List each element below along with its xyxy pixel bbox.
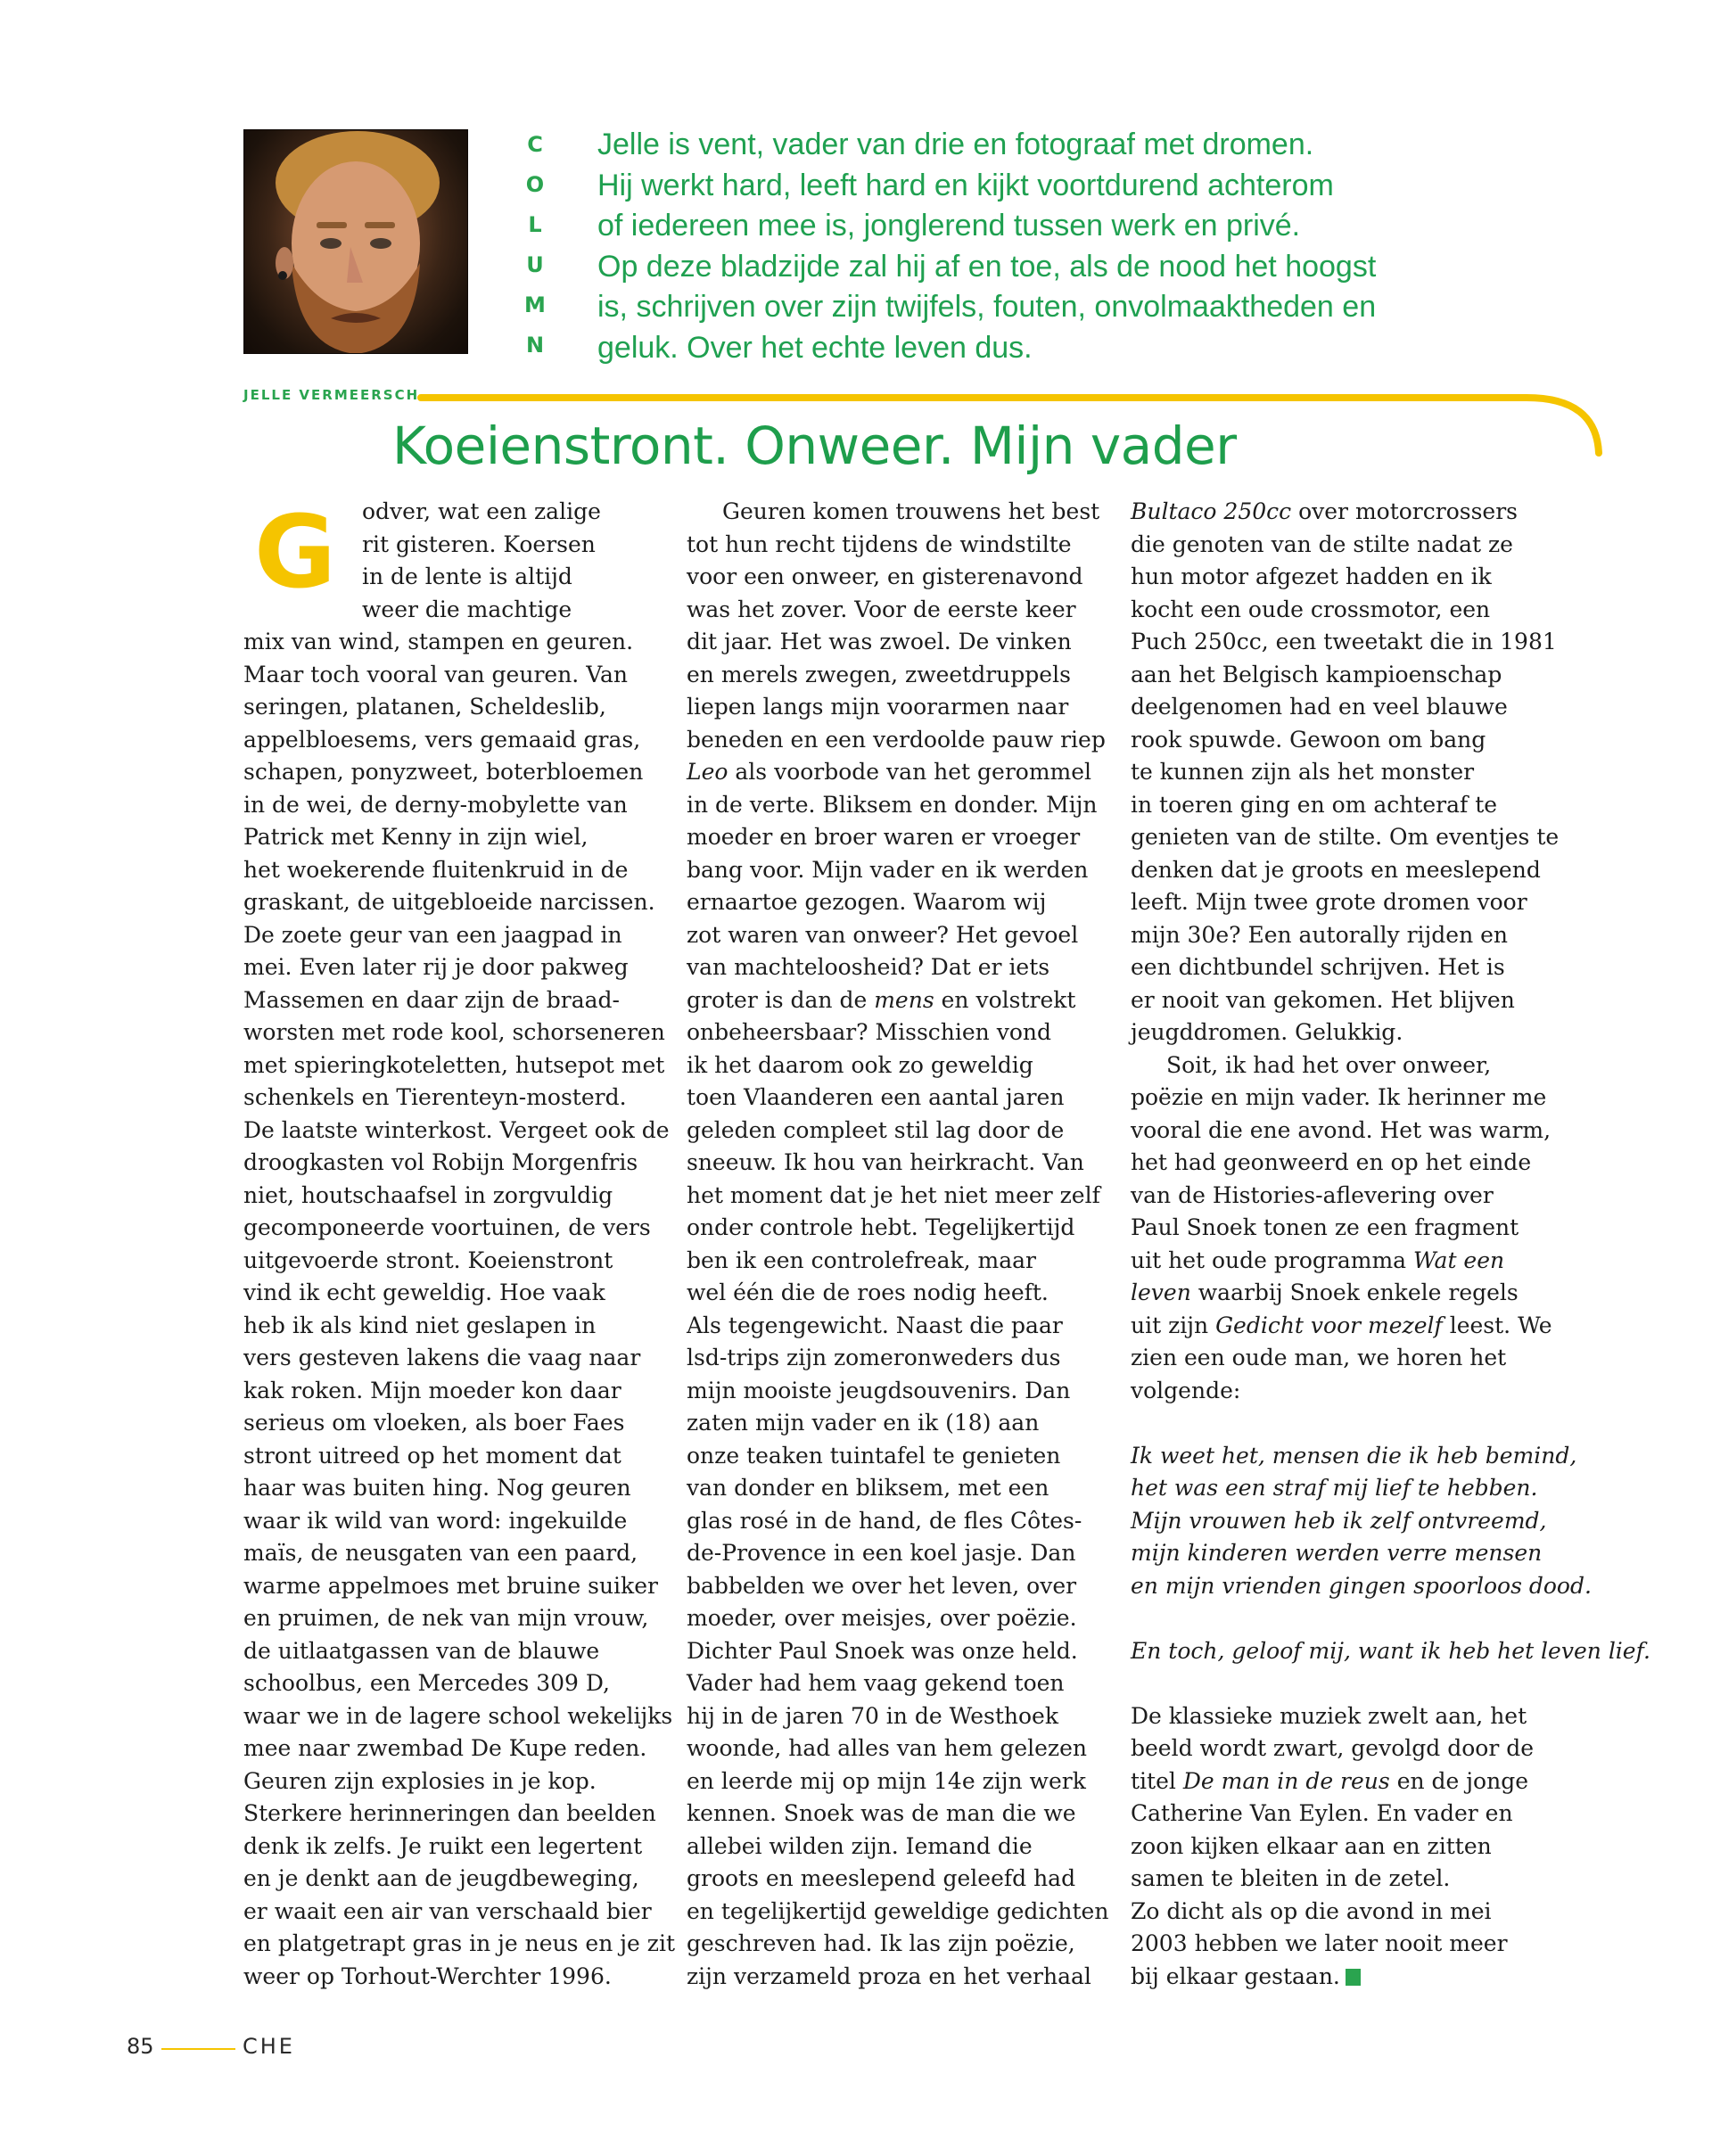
text-line: 2003 hebben we later nooit meer — [1131, 1930, 1508, 1956]
text-line: waar ik wild van word: ingekuilde — [243, 1507, 628, 1534]
text-line: Zo dicht als op die avond in mei — [1131, 1897, 1492, 1924]
text-line: woonde, had alles van hem gelezen — [687, 1735, 1087, 1761]
text-line: Leo als voorbode van het gerommel — [687, 759, 1092, 785]
column-label-letter: N — [525, 333, 545, 358]
text-line: Massemen en daar zijn de braad- — [243, 986, 620, 1013]
text-line: maïs, de neusgaten van een paard, — [243, 1540, 638, 1566]
text-line: van de Histories-aflevering over — [1131, 1181, 1494, 1208]
text-line: schapen, ponyzweet, boterbloemen — [243, 759, 644, 785]
text-line: mei. Even later rij je door pakweg — [243, 954, 629, 980]
italic-phrase: Bultaco 250cc — [1131, 498, 1292, 524]
text-line: serieus om vloeken, als boer Faes — [243, 1410, 625, 1436]
end-mark-icon — [1346, 1969, 1361, 1986]
text-line: moeder, over meisjes, over poëzie. — [687, 1605, 1077, 1631]
text-line: weer op Torhout-Werchter 1996. — [243, 1963, 612, 1989]
poem-line: Ik weet het, mensen die ik heb bemind, — [1131, 1442, 1577, 1469]
text-line: uit zijn Gedicht voor mezelf leest. We — [1131, 1312, 1552, 1338]
text-line: groots en meeslepend geleefd had — [687, 1865, 1076, 1891]
text-line: zoon kijken elkaar aan en zitten — [1131, 1832, 1492, 1859]
text-line: odver, wat een zalige — [362, 498, 601, 524]
text-line: rook spuwde. Gewoon om bang — [1131, 726, 1486, 753]
page-number: 85 — [127, 2034, 154, 2059]
text-line: babbelden we over het leven, over — [687, 1572, 1077, 1599]
text-line: Maar toch vooral van geuren. Van — [243, 661, 628, 687]
text-line: Paul Snoek tonen ze een fragment — [1131, 1214, 1519, 1240]
text-line: in de wei, de derny-mobylette van — [243, 791, 628, 818]
text-line: die genoten van de stilte nadat ze — [1131, 531, 1513, 557]
text-line: Geuren komen trouwens het best — [722, 498, 1100, 524]
text-line: Puch 250cc, een tweetakt die in 1981 — [1131, 629, 1557, 654]
text-line: een dichtbundel schrijven. Het is — [1131, 954, 1505, 980]
text-line: Soit, ik had het over onweer, — [1166, 1051, 1492, 1078]
text-line: allebei wilden zijn. Iemand die — [687, 1832, 1033, 1859]
blank-line — [1131, 1602, 1639, 1635]
intro-line: Jelle is vent, vader van drie en fotograaf met dromen. — [597, 128, 1314, 161]
text-line: volgende: — [1131, 1377, 1241, 1403]
text-line: titel De man in de reus en de jonge — [1131, 1767, 1528, 1794]
blank-line — [1131, 1667, 1639, 1700]
article-column-3 — [1131, 496, 1650, 1993]
text-line: het woekerende fluitenkruid in de — [243, 856, 629, 883]
drop-cap: G — [254, 495, 336, 611]
intro-line: is, schrijven over zijn twijfels, fouten, onvolmaaktheden en — [597, 290, 1377, 324]
text-line: kak roken. Mijn moeder kon daar — [243, 1377, 621, 1403]
text-line: Vader had hem vaag gekend toen — [687, 1670, 1065, 1696]
text-line: zaten mijn vader en ik (18) aan — [687, 1410, 1040, 1436]
italic-phrase: mens — [874, 986, 934, 1013]
text-line: jeugddromen. Gelukkig. — [1131, 1019, 1403, 1045]
text-line: zijn verzameld proza en het verhaal — [687, 1963, 1091, 1989]
poem-line: het was een straf mij lief te hebben. — [1131, 1475, 1538, 1501]
text-line: de uitlaatgassen van de blauwe — [243, 1637, 600, 1664]
text-line: sneeuw. Ik hou van heirkracht. Van — [687, 1149, 1084, 1175]
italic-phrase: leven — [1131, 1280, 1191, 1305]
text-line: appelbloesems, vers gemaaid gras, — [243, 726, 641, 753]
text-line: graskant, de uitgebloeide narcissen. — [243, 889, 655, 915]
author-name: JELLE VERMEERSCH — [243, 387, 420, 403]
text-line: heb ik als kind niet geslapen in — [243, 1312, 597, 1338]
text-line: beneden en een verdoolde pauw riep — [687, 726, 1106, 753]
text-line: vind ik echt geweldig. Hoe vaak — [243, 1280, 605, 1305]
text-line: Sterkere herinneringen dan beelden — [243, 1800, 656, 1826]
text-line: kennen. Snoek was de man die we — [687, 1800, 1076, 1826]
text-line: en je denkt aan de jeugdbeweging, — [243, 1865, 639, 1891]
text-line: mijn mooiste jeugdsouvenirs. Dan — [687, 1377, 1071, 1403]
text-line: Bultaco 250cc over motorcrossers — [1131, 498, 1518, 524]
text-line: geleden compleet stil lag door de — [687, 1116, 1065, 1143]
intro-line: Hij werkt hard, leeft hard en kijkt voortdurend achterom — [597, 168, 1334, 202]
text-line: onbeheersbaar? Misschien vond — [687, 1019, 1052, 1045]
text-line: Dichter Paul Snoek was onze held. — [687, 1637, 1078, 1664]
text-line: seringen, platanen, Scheldeslib, — [243, 694, 606, 720]
text-line: schenkels en Tierenteyn-mosterd. — [243, 1084, 627, 1110]
text-line: niet, houtschaafsel in zorgvuldig — [243, 1181, 613, 1208]
text-line: in de verte. Bliksem en donder. Mijn — [687, 791, 1098, 818]
text-line: ben ik een controlefreak, maar — [687, 1247, 1036, 1273]
text-line: poëzie en mijn vader. Ik herinner me — [1131, 1084, 1547, 1110]
column-label-letter: U — [526, 252, 544, 277]
text-line: liepen langs mijn voorarmen naar — [687, 694, 1069, 720]
text-line: mee naar zwembad De Kupe reden. — [243, 1735, 647, 1761]
text-line: worsten met rode kool, schorseneren — [243, 1019, 665, 1045]
text-line: zien een oude man, we horen het — [1131, 1345, 1507, 1370]
text-line: moeder en broer waren er vroeger — [687, 824, 1081, 850]
article-column-2 — [687, 496, 1115, 1993]
text-line: denk ik zelfs. Je ruikt een legertent — [243, 1832, 643, 1859]
text-line: gecomponeerde voortuinen, de vers — [243, 1214, 651, 1240]
text-line: onder controle hebt. Tegelijkertijd — [687, 1214, 1075, 1240]
text-line: schoolbus, een Mercedes 309 D, — [243, 1670, 610, 1696]
text-line: Geuren zijn explosies in je kop. — [243, 1767, 597, 1794]
text-line: van donder en bliksem, met een — [687, 1475, 1049, 1501]
text-line: tot hun recht tijdens de windstilte — [687, 531, 1072, 557]
italic-phrase: Gedicht voor mezelf — [1215, 1312, 1443, 1338]
text-line: lsd-trips zijn zomeronweders dus — [687, 1345, 1061, 1370]
text-line: het moment dat je het niet meer zelf — [687, 1181, 1100, 1208]
text-line: hij in de jaren 70 in de Westhoek — [687, 1702, 1059, 1729]
text-line: de-Provence in een koel jasje. Dan — [687, 1540, 1076, 1566]
italic-phrase: Wat een — [1413, 1247, 1505, 1273]
text-line: genieten van de stilte. Om eventjes te — [1131, 824, 1560, 850]
text-line: warme appelmoes met bruine suiker — [243, 1572, 658, 1599]
text-line: te kunnen zijn als het monster — [1131, 759, 1475, 785]
text-line: leeft. Mijn twee grote dromen voor — [1131, 889, 1527, 915]
text-line: er nooit van gekomen. Het blijven — [1131, 986, 1515, 1013]
text-line: denken dat je groots en meeslepend — [1131, 856, 1541, 883]
text-line: geschreven had. Ik las zijn poëzie, — [687, 1930, 1075, 1956]
text-line: groter is dan de mens en volstrekt — [687, 986, 1076, 1013]
text-line: uitgevoerde stront. Koeienstront — [243, 1247, 613, 1273]
text-line: mijn 30e? Een autorally rijden en — [1131, 921, 1509, 948]
intro-line: of iedereen mee is, jonglerend tussen werk en privé. — [597, 209, 1301, 243]
text-line: beeld wordt zwart, gevolgd door de — [1131, 1735, 1535, 1761]
text-line: waar we in de lagere school wekelijks — [243, 1702, 673, 1729]
blank-line — [1131, 1407, 1639, 1440]
poem-line: mijn kinderen werden verre mensen — [1131, 1540, 1543, 1566]
text-line: in toeren ging en om achteraf te — [1131, 791, 1498, 818]
text-line: wel één die de roes nodig heeft. — [687, 1280, 1049, 1305]
text-line: droogkasten vol Robijn Morgenfris — [243, 1149, 638, 1175]
text-line: kocht een oude crossmotor, een — [1131, 596, 1491, 622]
text-line: glas rosé in de hand, de fles Côtes- — [687, 1507, 1082, 1534]
text-line: De zoete geur van een jaagpad in — [243, 921, 622, 948]
text-line: aan het Belgisch kampioenschap — [1131, 661, 1502, 687]
text-line: deelgenomen had en veel blauwe — [1131, 694, 1508, 720]
text-line: onze teaken tuintafel te genieten — [687, 1442, 1061, 1469]
article-column-1 — [243, 496, 675, 1993]
text-line: leven waarbij Snoek enkele regels — [1131, 1280, 1519, 1305]
text-line: haar was buiten hing. Nog geuren — [243, 1475, 631, 1501]
text-line: stront uitreed op het moment dat — [243, 1442, 621, 1469]
text-line: dit jaar. Het was zwoel. De vinken — [687, 629, 1072, 654]
text-line: De klassieke muziek zwelt aan, het — [1131, 1702, 1527, 1729]
italic-phrase: De man in de reus — [1182, 1767, 1390, 1794]
column-label-letter: M — [524, 292, 546, 317]
magazine-brand: CHE — [243, 2034, 295, 2059]
text-line: en pruimen, de nek van mijn vrouw, — [243, 1605, 649, 1631]
column-label-letter: O — [525, 172, 545, 197]
column-label-letter: L — [528, 212, 542, 237]
text-line: mix van wind, stampen en geuren. — [243, 629, 634, 654]
poem-line: En toch, geloof mij, want ik heb het leven lief. — [1131, 1637, 1650, 1664]
text-line: was het zover. Voor de eerste keer — [687, 596, 1076, 622]
text-line: van machteloosheid? Dat er iets — [687, 954, 1050, 980]
text-line: vooral die ene avond. Het was warm, — [1131, 1116, 1552, 1143]
intro-line: geluk. Over het echte leven dus. — [597, 330, 1033, 365]
text-line: Patrick met Kenny in zijn wiel, — [243, 824, 588, 850]
poem-line: en mijn vrienden gingen spoorloos dood. — [1131, 1572, 1592, 1599]
text-line: toen Vlaanderen een aantal jaren — [687, 1084, 1065, 1110]
text-line: bij elkaar gestaan. — [1131, 1963, 1340, 1989]
text-line: bang voor. Mijn vader en ik werden — [687, 856, 1089, 883]
column-label-letter: C — [527, 132, 543, 157]
text-line: voor een onweer, en gisterenavond — [687, 564, 1083, 589]
text-line: zot waren van onweer? Het gevoel — [687, 921, 1079, 948]
text-line: hun motor afgezet hadden en ik — [1131, 564, 1492, 589]
text-line: Als tegengewicht. Naast die paar — [687, 1312, 1063, 1338]
text-line: De laatste winterkost. Vergeet ook de — [243, 1116, 670, 1143]
text-line: er waait een air van verschaald bier — [243, 1897, 652, 1924]
text-line: rit gisteren. Koersen — [362, 531, 596, 557]
text-line: weer die machtige — [362, 596, 572, 622]
text-line: in de lente is altijd — [362, 564, 572, 589]
text-line: ernaartoe gezogen. Waarom wij — [687, 889, 1047, 915]
text-line: uit het oude programma Wat een — [1131, 1247, 1505, 1273]
text-line: en tegelijkertijd geweldige gedichten — [687, 1897, 1109, 1924]
text-line: ik het daarom ook zo geweldig — [687, 1051, 1033, 1078]
text-line: en merels zwegen, zweetdruppels — [687, 661, 1071, 687]
text-line: het had geonweerd en op het einde — [1131, 1149, 1532, 1175]
poem-line: Mijn vrouwen heb ik zelf ontvreemd, — [1131, 1507, 1547, 1534]
text-line: Catherine Van Eylen. En vader en — [1131, 1800, 1513, 1826]
text-line: en platgetrapt gras in je neus en je zit — [243, 1930, 675, 1956]
text-line: met spieringkoteletten, hutsepot met — [243, 1051, 665, 1078]
last-line — [1131, 1961, 1639, 1994]
footer-rule — [161, 2048, 235, 2050]
intro-line: Op deze bladzijde zal hij af en toe, als de nood het hoogst — [597, 249, 1377, 284]
text-line: vers gesteven lakens die vaag naar — [243, 1345, 641, 1370]
text-line: en leerde mij op mijn 14e zijn werk — [687, 1767, 1086, 1794]
article-headline: Koeienstront. Onweer. Mijn vader — [392, 416, 1237, 476]
italic-phrase: Leo — [687, 759, 728, 785]
text-line: samen te bleiten in de zetel. — [1131, 1865, 1451, 1891]
